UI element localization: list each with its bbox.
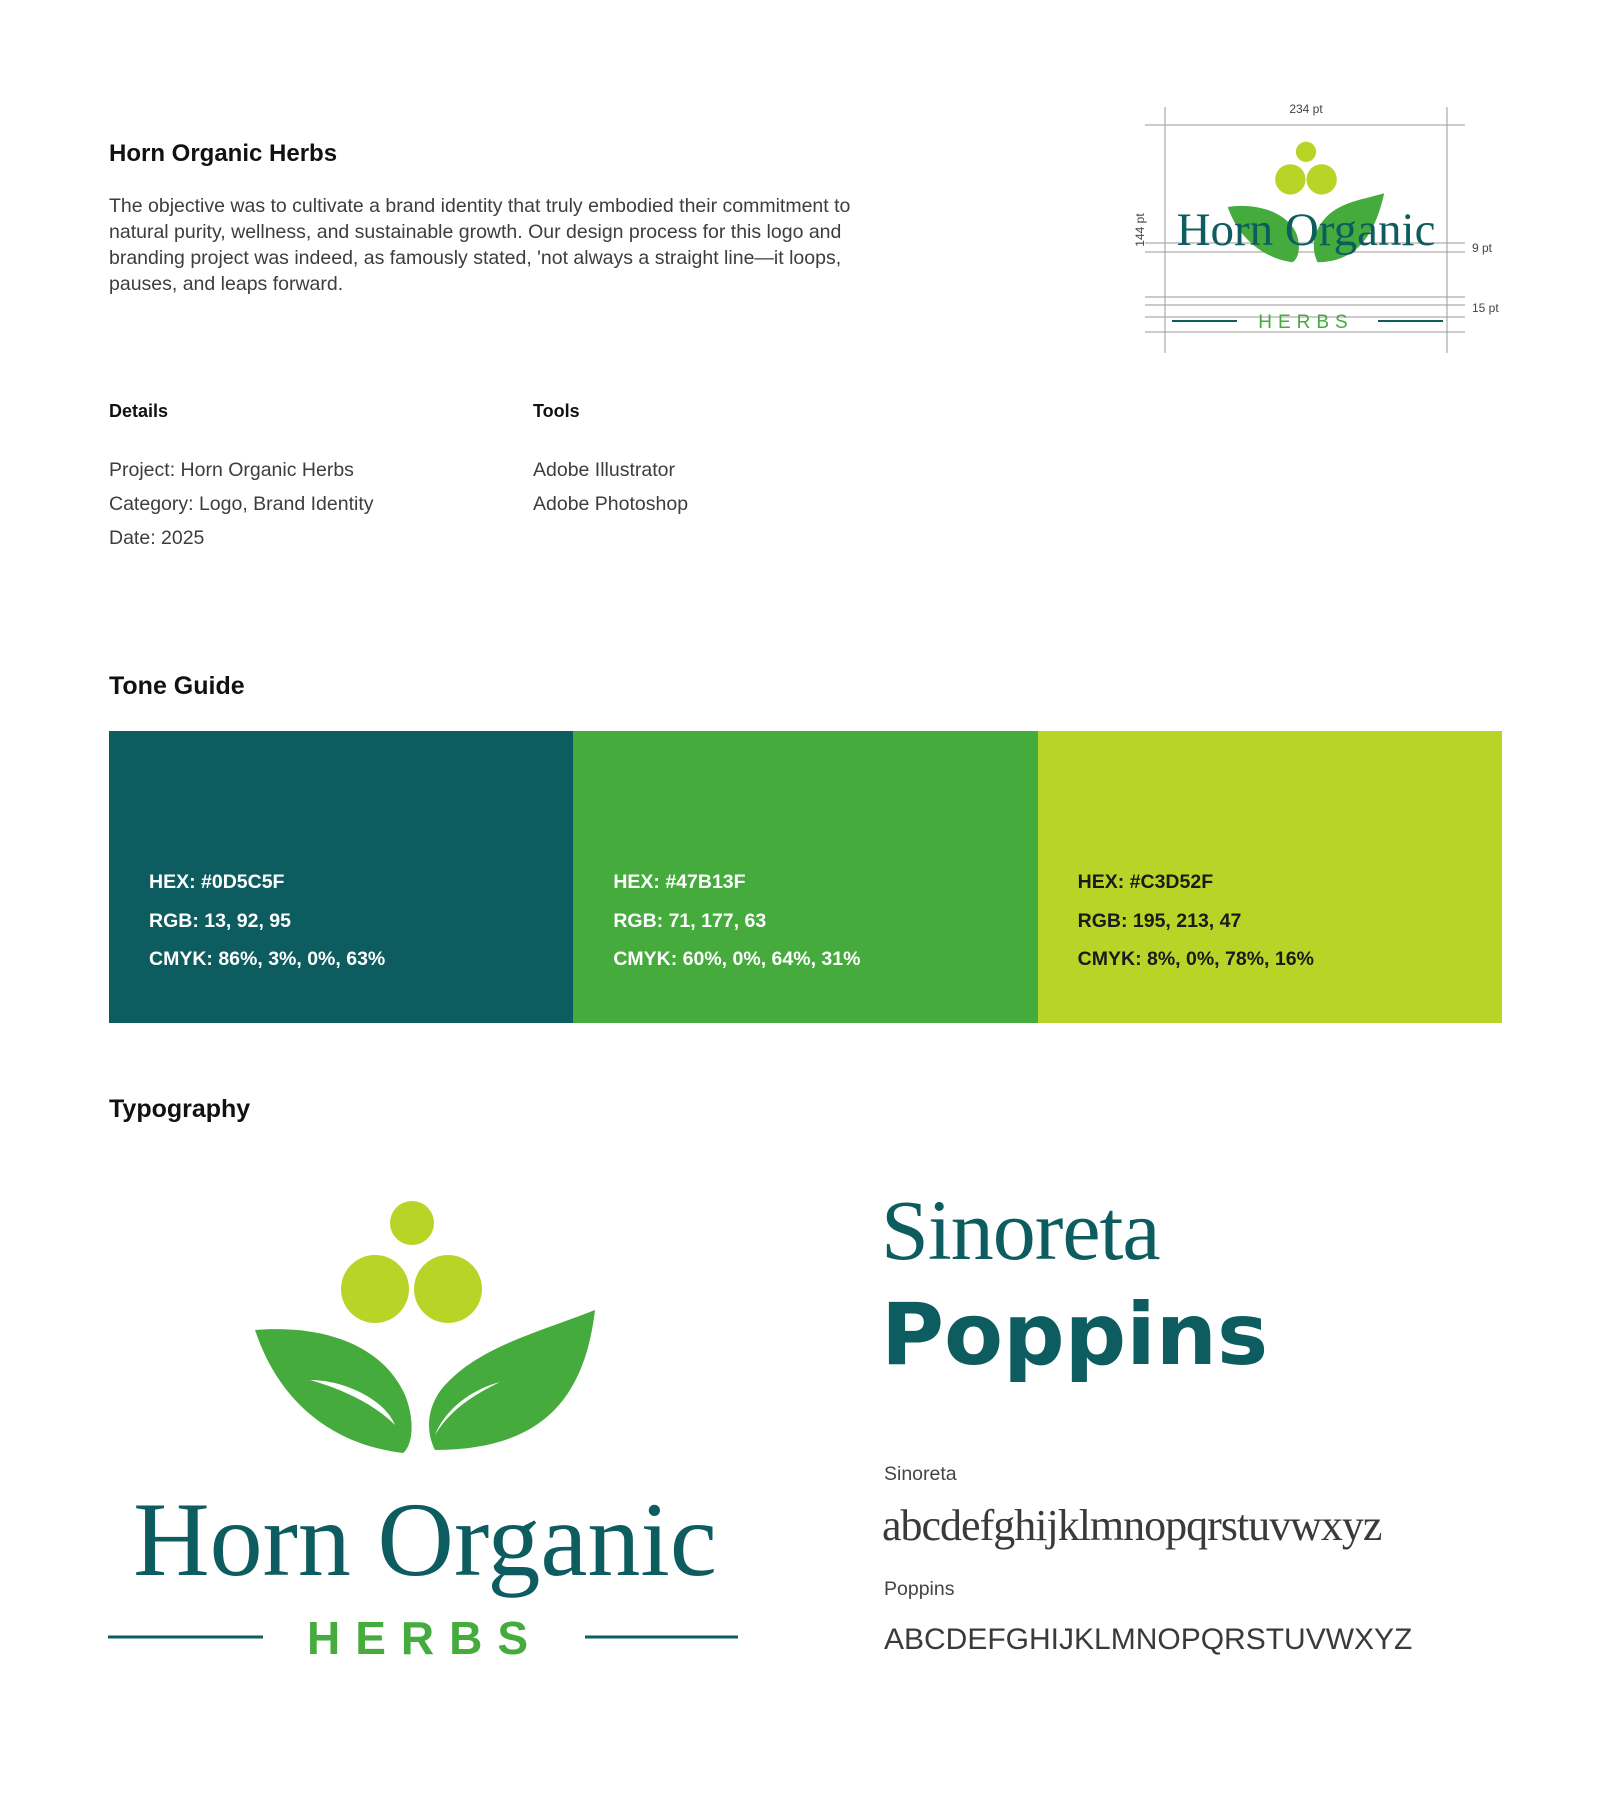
swatch-lime-cmyk: CMYK: 8%, 0%, 78%, 16% — [1077, 948, 1314, 970]
tool-illustrator: Adobe Illustrator — [533, 459, 675, 481]
right-berry — [414, 1255, 482, 1323]
details-category: Category: Logo, Brand Identity — [109, 493, 374, 515]
sub-height-measure: 15 pt — [1472, 301, 1499, 315]
sinoreta-label: Sinoreta — [884, 1463, 957, 1485]
project-title: Horn Organic Herbs — [109, 140, 338, 167]
swatch-green — [573, 731, 1037, 1023]
swatch-lime-hex: HEX: #C3D52F — [1077, 871, 1214, 893]
small-wordmark: Horn Organic — [1176, 204, 1436, 256]
tool-photoshop: Adobe Photoshop — [533, 493, 689, 515]
small-sub-wordmark: HERBS — [1258, 312, 1354, 333]
typography-heading: Typography — [109, 1095, 251, 1123]
gap-measure: 9 pt — [1472, 241, 1493, 255]
details-heading: Details — [109, 401, 169, 421]
swatch-teal — [109, 731, 573, 1023]
swatch-teal-cmyk: CMYK: 86%, 3%, 0%, 63% — [149, 948, 386, 970]
project-description: The objective was to cultivate a brand identity that truly embodied their commitment to natural purity, wellness, and sustainable growth. Our design process for this logo and branding project was indeed, as famously stated, 'not always a straight line—it loops, pauses, and leaps forward. — [109, 195, 851, 295]
left-berry — [341, 1255, 409, 1323]
tone-guide-heading: Tone Guide — [109, 672, 245, 700]
sinoreta-alphabet: abcdefghijklmnopqrstuvwxyz — [882, 1501, 1382, 1550]
swatch-green-cmyk: CMYK: 60%, 0%, 64%, 31% — [613, 948, 861, 970]
swatch-green-rgb: RGB: 71, 177, 63 — [613, 909, 767, 932]
swatch-green-hex: HEX: #47B13F — [613, 871, 746, 893]
logo-wordmark: Horn Organic — [133, 1481, 717, 1598]
details-list — [109, 453, 374, 555]
right-leaf — [429, 1310, 595, 1450]
color-swatches — [109, 731, 1502, 1023]
swatch-lime-rgb: RGB: 195, 213, 47 — [1077, 909, 1242, 932]
details-project: Project: Horn Organic Herbs — [109, 459, 354, 481]
tools-heading: Tools — [533, 401, 580, 421]
logo-spec-diagram — [1130, 95, 1510, 365]
font-sample-sinoreta: Sinoreta — [881, 1182, 1160, 1278]
swatch-teal-hex: HEX: #0D5C5F — [149, 871, 285, 893]
height-measure: 144 pt — [1133, 213, 1147, 247]
left-leaf — [255, 1329, 412, 1453]
poppins-alphabet: ABCDEFGHIJKLMNOPQRSTUVWXYZ — [884, 1623, 1413, 1656]
swatch-lime — [1038, 731, 1502, 1023]
swatch-teal-rgb: RGB: 13, 92, 95 — [149, 909, 291, 932]
primary-logo — [100, 1180, 750, 1670]
width-measure: 234 pt — [1289, 102, 1323, 116]
poppins-label: Poppins — [884, 1578, 955, 1600]
details-date: Date: 2025 — [109, 527, 205, 549]
font-sample-poppins: Poppins — [881, 1285, 1269, 1385]
tools-list — [533, 453, 688, 521]
leaf-logo-mark — [255, 1201, 595, 1453]
top-berry — [390, 1201, 434, 1245]
logo-sub-wordmark: HERBS — [306, 1612, 544, 1664]
